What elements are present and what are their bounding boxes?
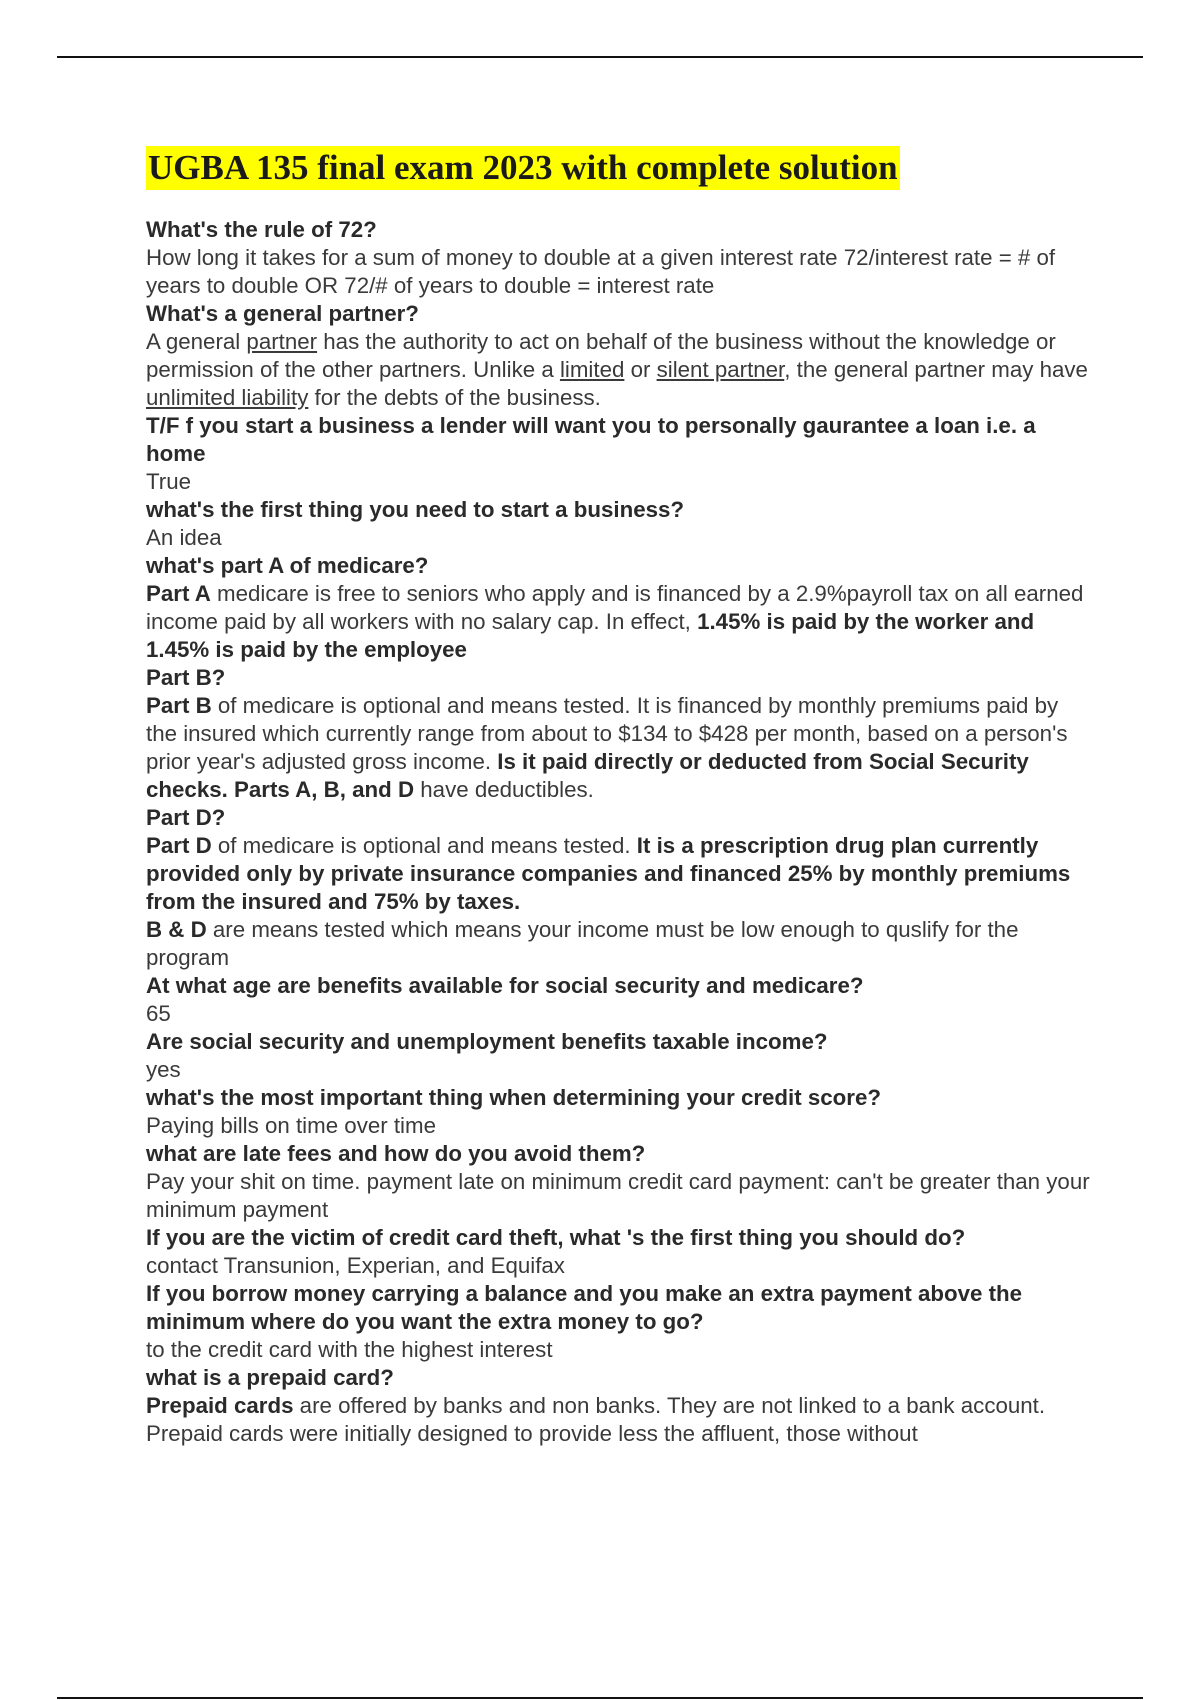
answer: An idea [146, 525, 222, 550]
answer: contact Transunion, Experian, and Equifax [146, 1253, 565, 1278]
question: If you borrow money carrying a balance and you make an extra payment above the minimum where do you want the extra money to go? [146, 1281, 1023, 1334]
answer: 65 [146, 1001, 171, 1026]
answer: How long it takes for a sum of money to double at a given interest rate 72/interest rate = # of years to double OR 72/# of years to double = interest rate [146, 245, 1056, 298]
answer: Paying bills on time over time [146, 1113, 436, 1138]
question: Are social security and unemployment benefits taxable income? [146, 1029, 828, 1054]
top-rule [57, 56, 1143, 58]
question: what are late fees and how do you avoid them? [146, 1141, 646, 1166]
answer: A general partner has the authority to act on behalf of the business without the knowledge or permission of the other partners. Unlike a limited or silent partner, the general partner may have unlimited liability for the debts of the business. [146, 329, 1088, 410]
answer: Part B of medicare is optional and means tested. It is financed by monthly premiums paid by the insured which currently range from about to $134 to $428 per month, based on a person's prior year's adjusted gross income. Is it paid directly or deducted from Social Security checks. Parts A, B, and D have deductibles. [146, 693, 1068, 802]
answer: to the credit card with the highest interest [146, 1337, 553, 1362]
answer: Pay your shit on time. payment late on minimum credit card payment: can't be greater than your minimum payment [146, 1169, 1090, 1222]
question: Part D? [146, 805, 226, 830]
link-unlimited-liability[interactable]: unlimited liability [146, 385, 309, 410]
question: What's the rule of 72? [146, 217, 377, 242]
question: Part B? [146, 665, 226, 690]
answer-note: B & D are means tested which means your income must be low enough to quslify for the program [146, 917, 1019, 970]
answer: Prepaid cards are offered by banks and non banks. They are not linked to a bank account. Prepaid cards were initially designed to provide less the affluent, those without [146, 1393, 1046, 1446]
answer: Part D of medicare is optional and means tested. It is a prescription drug plan currently provided only by private insurance companies and financed 25% by monthly premiums from the insured and 75% by taxes. [146, 833, 1071, 914]
bottom-rule [57, 1697, 1143, 1699]
link-partner[interactable]: partner [246, 329, 318, 354]
question: what is a prepaid card? [146, 1365, 394, 1390]
question: If you are the victim of credit card theft, what 's the first thing you should do? [146, 1225, 966, 1250]
document-body [146, 216, 1091, 1448]
question: what's the first thing you need to start a business? [146, 497, 685, 522]
document-title: UGBA 135 final exam 2023 with complete solution [146, 146, 900, 190]
answer: yes [146, 1057, 181, 1082]
link-silent-partner[interactable]: silent partner [656, 357, 785, 382]
title-block [146, 146, 900, 190]
answer: True [146, 469, 192, 494]
question: what's the most important thing when determining your credit score? [146, 1085, 881, 1110]
question: What's a general partner? [146, 301, 419, 326]
link-limited[interactable]: limited [559, 357, 625, 382]
question: At what age are benefits available for social security and medicare? [146, 973, 864, 998]
question: what's part A of medicare? [146, 553, 429, 578]
answer: Part A medicare is free to seniors who apply and is financed by a 2.9%payroll tax on all earned income paid by all workers with no salary cap. In effect, 1.45% is paid by the worker and 1.45% is paid by the employee [146, 581, 1084, 662]
question: T/F f you start a business a lender will want you to personally gaurantee a loan i.e. a home [146, 413, 1036, 466]
